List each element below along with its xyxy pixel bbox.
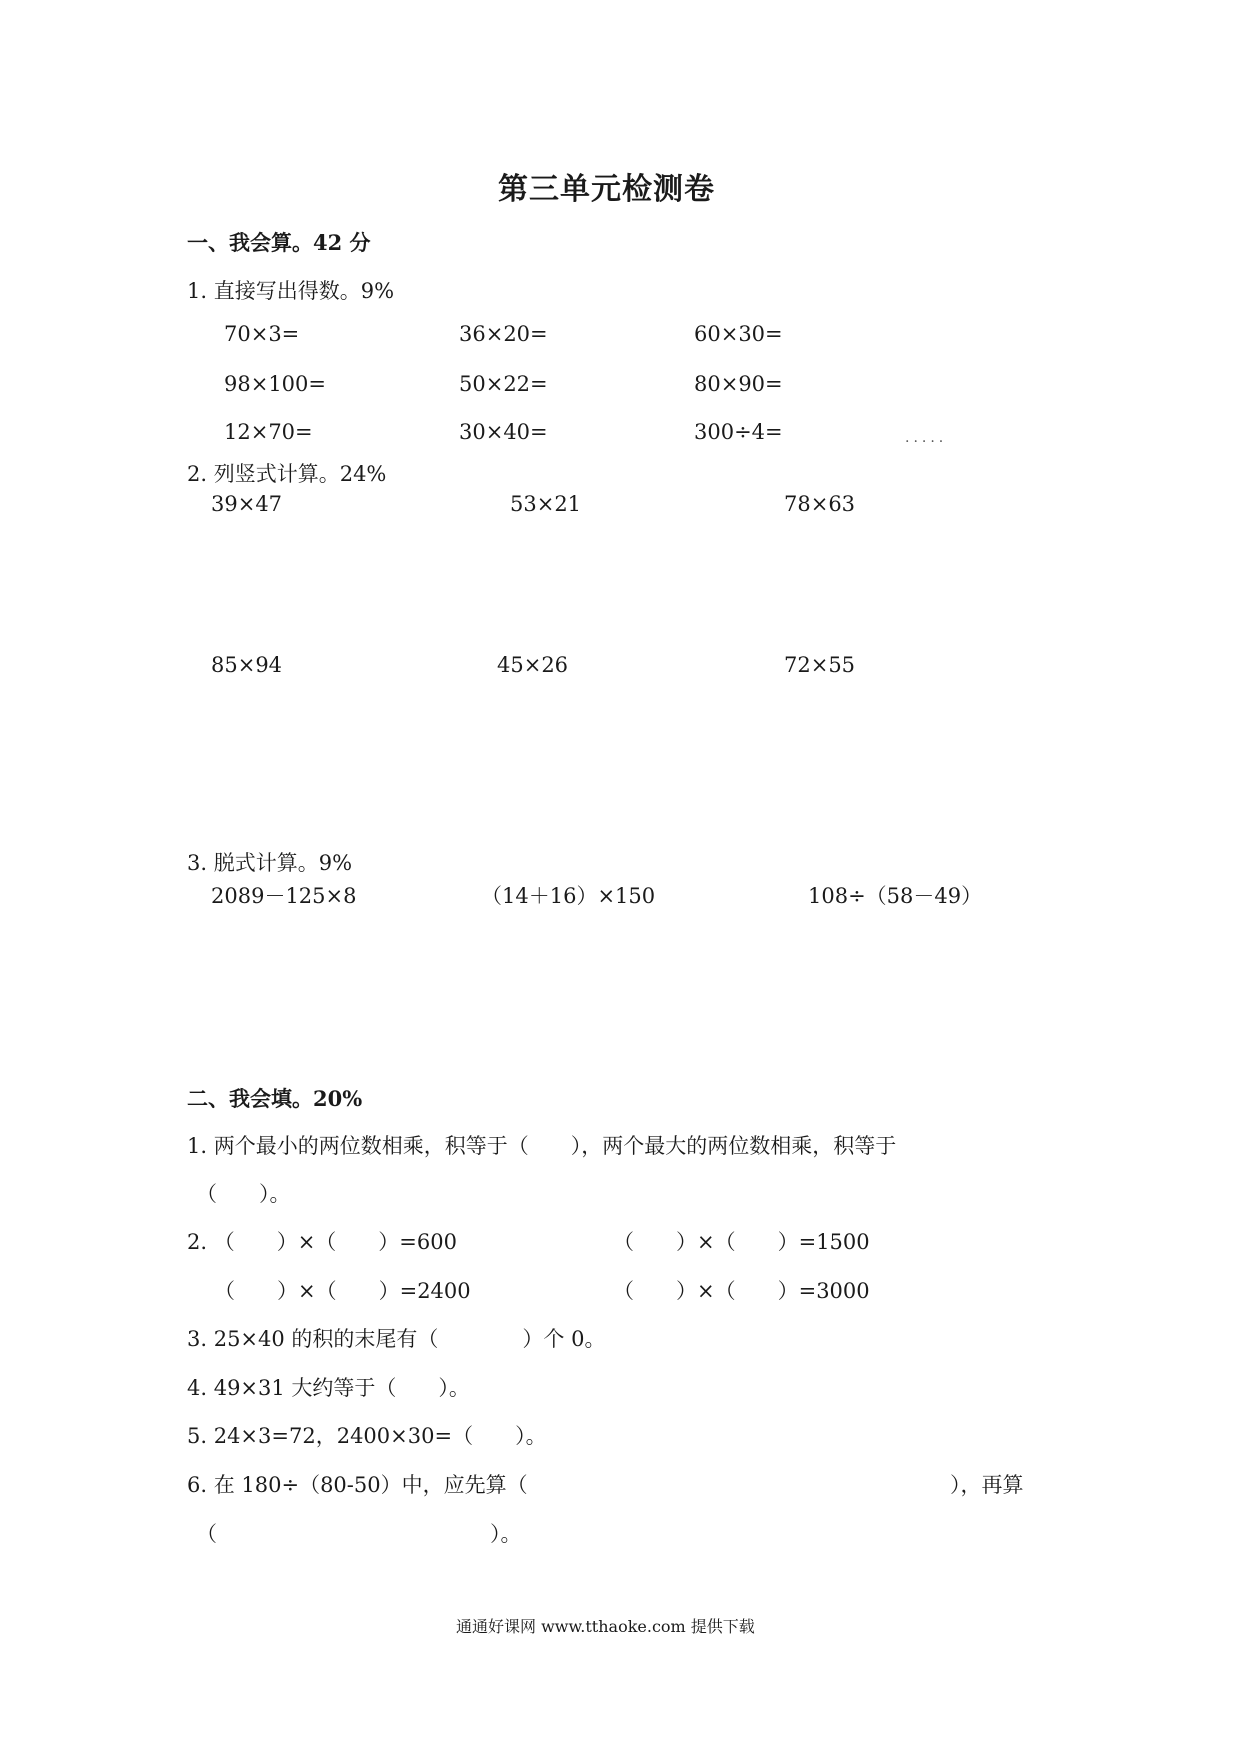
oral-calc-item: 98×100= — [224, 372, 326, 396]
step-calc-item: （14＋16）×150 — [481, 884, 656, 908]
vertical-calc-item: 78×63 — [784, 492, 856, 516]
oral-calc-item: 70×3= — [224, 322, 300, 346]
fill-question-2-d: （ ）×（ ）=3000 — [613, 1279, 870, 1303]
fill-question-6-line-2: （ ）。 — [196, 1522, 522, 1546]
fill-question-6-line-1-end: ），再算 — [950, 1473, 1024, 1497]
question-1-2-label: 2. 列竖式计算。24% — [187, 462, 387, 486]
section-1-heading: 一、我会算。42 分 — [187, 230, 371, 255]
fill-question-1-line-2: （ ）。 — [196, 1182, 291, 1206]
fill-question-5: 5. 24×3=72，2400×30=（ ）。 — [187, 1424, 547, 1448]
vertical-calc-item: 85×94 — [211, 653, 283, 677]
oral-calc-item: 36×20= — [459, 322, 548, 346]
section-2-heading: 二、我会填。20% — [187, 1086, 363, 1111]
dotted-mark: ..... — [905, 430, 948, 446]
vertical-calc-item: 72×55 — [784, 653, 856, 677]
fill-question-6-line-1: 6. 在 180÷（80-50）中，应先算（ — [187, 1473, 528, 1497]
fill-question-2-a: 2. （ ）×（ ）=600 — [187, 1230, 457, 1254]
fill-question-3: 3. 25×40 的积的末尾有（ ）个 0。 — [187, 1327, 606, 1351]
fill-question-4: 4. 49×31 大约等于（ ）。 — [187, 1376, 470, 1400]
vertical-calc-item: 45×26 — [497, 653, 569, 677]
oral-calc-item: 50×22= — [459, 372, 548, 396]
step-calc-item: 2089－125×8 — [211, 884, 357, 908]
oral-calc-item: 300÷4= — [694, 420, 783, 444]
oral-calc-item: 80×90= — [694, 372, 783, 396]
fill-question-2-b: （ ）×（ ）=1500 — [613, 1230, 870, 1254]
step-calc-item: 108÷（58－49） — [808, 884, 983, 908]
fill-question-1-line-1: 1. 两个最小的两位数相乘，积等于（ ），两个最大的两位数相乘，积等于 — [187, 1134, 897, 1158]
oral-calc-item: 12×70= — [224, 420, 313, 444]
footer-credit: 通通好课网 www.tthaoke.com 提供下载 — [456, 1617, 755, 1636]
fill-question-2-c: （ ）×（ ）=2400 — [214, 1279, 471, 1303]
vertical-calc-item: 39×47 — [211, 492, 283, 516]
oral-calc-item: 60×30= — [694, 322, 783, 346]
question-1-1-label: 1. 直接写出得数。9% — [187, 279, 395, 303]
question-1-3-label: 3. 脱式计算。9% — [187, 851, 353, 875]
oral-calc-item: 30×40= — [459, 420, 548, 444]
page-title: 第三单元检测卷 — [498, 172, 715, 207]
vertical-calc-item: 53×21 — [510, 492, 582, 516]
